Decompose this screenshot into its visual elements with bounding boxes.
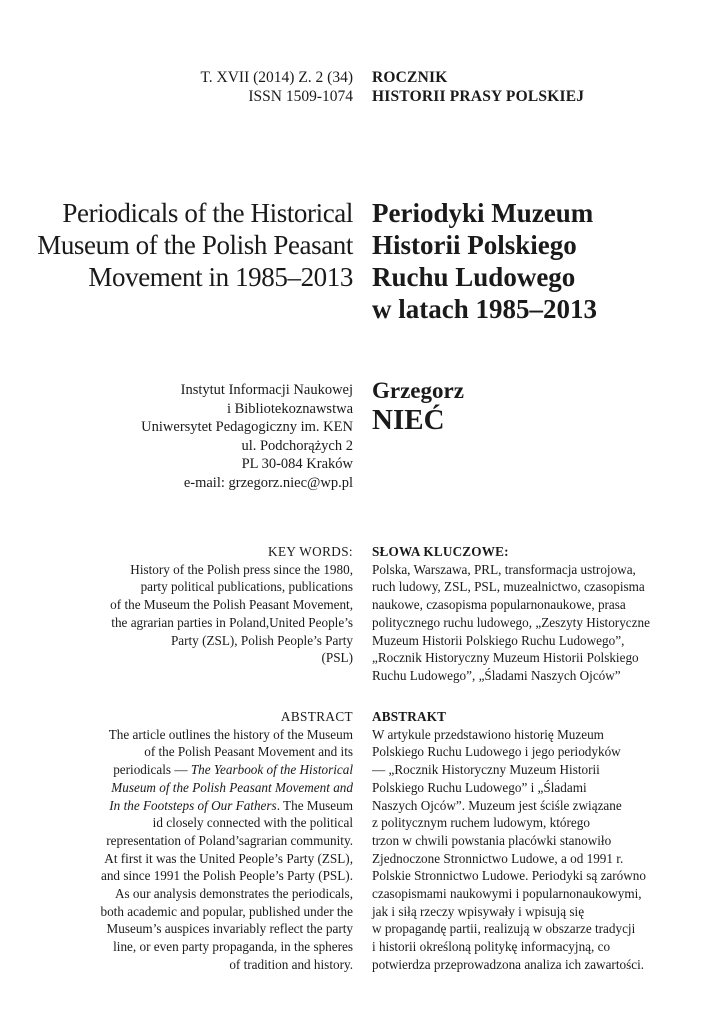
keywords-pl-line: politycznego ruchu ludowego, „Zeszyty Historyczne: [372, 614, 650, 630]
abstract-en-line: The article outlines the history of the Museum: [108, 726, 353, 742]
abstract-en-italic-title: The Yearbook of the Historical: [190, 762, 353, 778]
abstract-polish: [372, 708, 646, 974]
issn-line: ISSN 1509-1074: [248, 88, 353, 105]
author-affiliation: [141, 381, 353, 492]
title-en-line: Periodicals of the Historical: [62, 198, 353, 228]
abstract-en-line: both academic and popular, published under the: [100, 903, 353, 919]
affiliation-line: Uniwersytet Pedagogiczny im. KEN: [141, 419, 353, 435]
keywords-en-line: Party (ZSL), Polish People’s Party: [170, 632, 353, 648]
abstract-pl-line: i historii określoną politykę informacyjną, co: [372, 939, 611, 955]
abstract-en-line: of tradition and history.: [229, 956, 353, 972]
abstract-pl-line: w propagandę partii, realizują w obszarze tradycji: [372, 921, 636, 937]
abstract-pl-heading: ABSTRAKT: [372, 709, 447, 724]
keywords-polish: [372, 543, 650, 685]
abstract-pl-line: trzon w chwili powstania placówki stanowiło: [372, 832, 612, 848]
keywords-en-line: History of the Polish press since the 1980,: [130, 561, 353, 577]
abstract-pl-line: Naszych Ojców”. Muzeum jest ściśle związane: [372, 797, 622, 813]
affiliation-line: PL 30-084 Kraków: [241, 456, 353, 472]
affiliation-line: Instytut Informacji Naukowej: [180, 382, 353, 398]
abstract-pl-line: Polskiego Ruchu Ludowego i jego periodyków: [372, 744, 621, 760]
keywords-pl-line: „Rocznik Historyczny Muzeum Historii Polskiego: [372, 650, 639, 666]
keywords-pl-line: Ruchu Ludowego”, „Śladami Naszych Ojców”: [372, 667, 621, 683]
abstract-pl-line: czasopismami naukowymi i popularnonaukowymi,: [372, 886, 642, 902]
keywords-pl-line: naukowe, czasopisma popularnonaukowe, prasa: [372, 597, 626, 613]
keywords-pl-line: Muzeum Historii Polskiego Ruchu Ludowego”,: [372, 632, 625, 648]
volume-line: T. XVII (2014) Z. 2 (34): [200, 69, 353, 86]
abstract-pl-line: potwierdza przeprowadzona analiza ich zawartości.: [372, 956, 645, 972]
abstract-pl-line: Polskiego Ruchu Ludowego” i „Śladami: [372, 779, 587, 795]
author-last-name: NIEĆ: [372, 404, 445, 436]
abstract-en-line: line, or even party propaganda, in the spheres: [113, 939, 353, 955]
title-pl-line: Periodyki Muzeum: [372, 198, 594, 228]
title-pl-line: w latach 1985–2013: [372, 294, 597, 324]
abstract-english: [100, 708, 353, 974]
keywords-pl-line: Polska, Warszawa, PRL, transformacja ustrojowa,: [372, 561, 636, 577]
abstract-en-line: Museum’s auspices invariably reflect the party: [106, 921, 353, 937]
abstract-pl-line: jak i siłą rzeczy wpisywały i wpisują się: [372, 903, 585, 919]
affiliation-line: ul. Podchorążych 2: [241, 437, 353, 454]
keywords-en-line: (PSL): [321, 650, 353, 666]
article-title-polish: [372, 197, 597, 325]
abstract-en-heading: ABSTRACT: [280, 709, 353, 724]
title-pl-line: Ruchu Ludowego: [372, 262, 576, 292]
journal-issue-info: [200, 68, 353, 106]
keywords-pl-line: ruch ludowy, ZSL, PSL, muzealnictwo, czasopisma: [372, 579, 645, 595]
abstract-en-line: [100, 797, 353, 815]
keywords-en-heading: KEY WORDS:: [268, 544, 353, 559]
abstract-en-italic-title: In the Footsteps of Our Fathers: [109, 797, 277, 813]
keywords-en-line: the agrarian parties in Poland,United People’s: [111, 614, 353, 630]
keywords-english: [110, 543, 353, 667]
journal-title-line1: ROCZNIK: [372, 69, 448, 86]
abstract-en-italic-title: Museum of the Polish Peasant Movement and: [111, 779, 353, 795]
article-title-english: [37, 197, 353, 293]
abstract-pl-line: — „Rocznik Historyczny Muzeum Historii: [372, 762, 600, 778]
abstract-pl-line: z politycznym ruchem ludowym, którego: [372, 815, 590, 831]
abstract-en-line: id closely connected with the political: [152, 815, 353, 831]
abstract-en-line: representation of Poland’sagrarian community.: [106, 832, 353, 848]
title-pl-line: Historii Polskiego: [372, 230, 577, 260]
title-en-line: Museum of the Polish Peasant: [37, 230, 353, 260]
abstract-en-line: At first it was the United People’s Party (ZSL),: [104, 850, 353, 866]
abstract-en-line: [100, 761, 353, 779]
author-name: [372, 378, 464, 436]
abstract-en-text: . The Museum: [276, 797, 353, 813]
abstract-en-line: and since 1991 the Polish People’s Party (PSL).: [100, 868, 353, 884]
abstract-pl-line: Polskie Stronnictwo Ludowe. Periodyki są zarówno: [372, 868, 646, 884]
keywords-en-line: party political publications, publications: [140, 579, 353, 595]
author-email: e-mail: grzegorz.niec@wp.pl: [183, 474, 353, 491]
abstract-pl-line: Zjednoczone Stronnictwo Ludowe, a od 1991 r.: [372, 850, 624, 866]
abstract-en-line: As our analysis demonstrates the periodicals,: [114, 886, 353, 902]
abstract-en-line: of the Polish Peasant Movement and its: [144, 744, 353, 760]
affiliation-line: i Bibliotekoznawstwa: [226, 400, 353, 417]
journal-title: [372, 68, 584, 106]
abstract-pl-line: W artykule przedstawiono historię Muzeum: [372, 726, 604, 742]
keywords-en-line: of the Museum the Polish Peasant Movement,: [110, 597, 353, 613]
keywords-pl-heading: SŁOWA KLUCZOWE:: [372, 544, 509, 559]
title-en-line: Movement in 1985–2013: [88, 262, 353, 292]
journal-title-line2: HISTORII PRASY POLSKIEJ: [372, 88, 585, 105]
author-first-name: Grzegorz: [372, 378, 464, 403]
abstract-en-text: periodicals —: [113, 762, 191, 778]
